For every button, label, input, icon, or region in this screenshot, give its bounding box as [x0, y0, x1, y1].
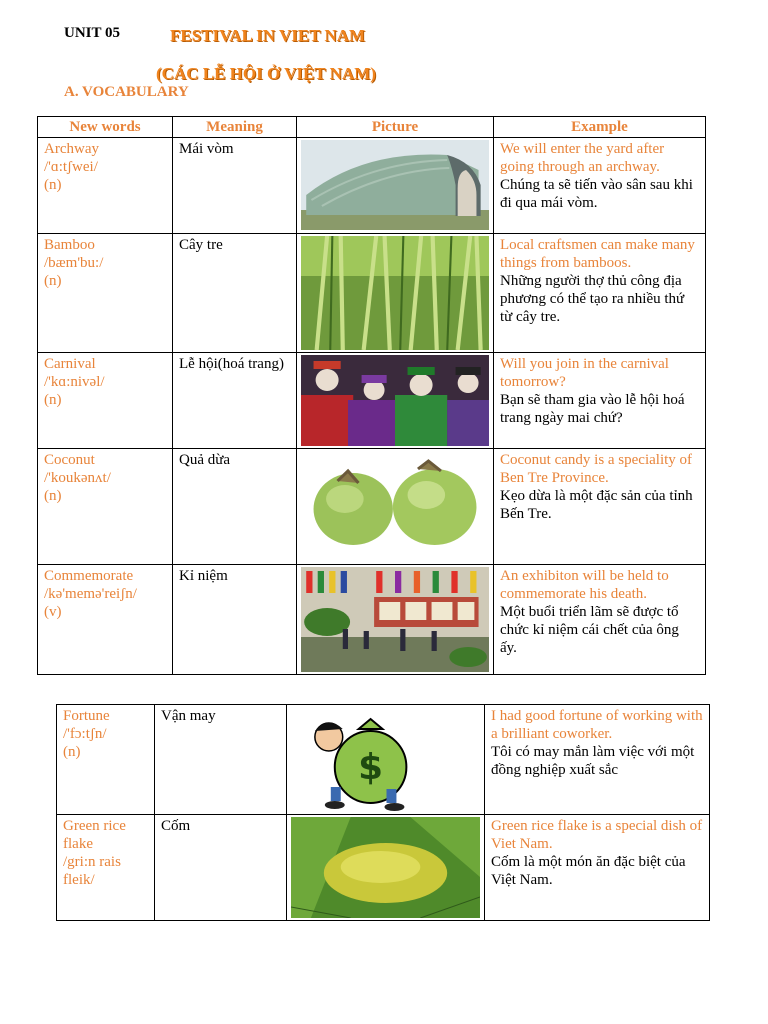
- example-english: We will enter the yard after going through an archway.: [500, 141, 665, 175]
- vocabulary-table: [37, 116, 706, 675]
- example-vietnamese: Một buổi triển lãm sẽ được tổ chức kỉ niệm cái chết của ông ấy.: [500, 604, 679, 656]
- part-of-speech: (n): [63, 744, 81, 760]
- example-cell: [485, 705, 710, 815]
- page-subtitle: (CÁC LỄ HỘI Ở VIỆT NAM): [156, 64, 376, 83]
- word-cell: [57, 705, 155, 815]
- table-header-row: [38, 117, 706, 138]
- part-of-speech: (n): [44, 488, 62, 504]
- column-header: New words: [38, 117, 173, 138]
- word: Commemorate: [44, 568, 134, 584]
- vocabulary-table-continued: [56, 704, 710, 921]
- example-english: Will you join in the carnival tomorrow?: [500, 356, 669, 390]
- example-vietnamese: Kẹo dừa là một đặc sản của tỉnh Bến Tre.: [500, 488, 693, 522]
- pronunciation: /gri:n rais fleik/: [63, 854, 121, 888]
- example-vietnamese: Cốm là một món ăn đặc biệt của Việt Nam.: [491, 854, 686, 888]
- example-cell: [494, 234, 706, 353]
- table-row: [38, 565, 706, 675]
- pronunciation: /'kɑ:nivəl/: [44, 374, 105, 390]
- pronunciation: /'koukənʌt/: [44, 470, 111, 486]
- picture-cell: [297, 353, 494, 449]
- word-cell: [38, 449, 173, 565]
- coconut-image: [301, 451, 489, 562]
- meaning-cell: Vận may: [155, 705, 287, 815]
- pronunciation: /kə'memə'reiʃn/: [44, 586, 137, 602]
- pronunciation: /'ɑ:tʃwei/: [44, 159, 98, 175]
- picture-cell: [297, 449, 494, 565]
- column-header: Picture: [297, 117, 494, 138]
- word: Bamboo: [44, 237, 95, 253]
- word-cell: [38, 138, 173, 234]
- meaning-cell: Cây tre: [173, 234, 297, 353]
- word: Fortune: [63, 708, 110, 724]
- word-cell: [38, 234, 173, 353]
- column-header: Meaning: [173, 117, 297, 138]
- example-vietnamese: Tôi có may mắn làm việc với một đồng nghiệp xuất sắc: [491, 744, 695, 778]
- example-cell: [485, 815, 710, 921]
- word: Coconut: [44, 452, 95, 468]
- table-row: [38, 234, 706, 353]
- example-cell: [494, 449, 706, 565]
- part-of-speech: (n): [44, 177, 62, 193]
- word-cell: [38, 353, 173, 449]
- exhibition-image: [301, 567, 489, 672]
- meaning-cell: Kỉ niệm: [173, 565, 297, 675]
- column-header: Example: [494, 117, 706, 138]
- picture-cell: [297, 565, 494, 675]
- table-row: [57, 705, 710, 815]
- example-cell: [494, 138, 706, 234]
- carnival-image: [301, 355, 489, 446]
- example-english: Local craftsmen can make many things from bamboos.: [500, 237, 695, 271]
- rice-flake-image: [291, 817, 480, 918]
- example-vietnamese: Chúng ta sẽ tiến vào sân sau khi đi qua mái vòm.: [500, 177, 693, 211]
- picture-cell: [297, 138, 494, 234]
- table-row: [38, 138, 706, 234]
- page-title: FESTIVAL IN VIET NAM: [170, 26, 366, 45]
- bamboo-image: [301, 236, 489, 350]
- meaning-cell: Quả dừa: [173, 449, 297, 565]
- unit-label: UNIT 05: [64, 25, 120, 41]
- example-vietnamese: Những người thợ thủ công địa phương có thể tạo ra nhiều thứ từ cây tre.: [500, 273, 685, 325]
- word: Archway: [44, 141, 99, 157]
- example-english: I had good fortune of working with a brilliant coworker.: [491, 708, 703, 742]
- meaning-cell: Mái vòm: [173, 138, 297, 234]
- picture-cell: [287, 815, 485, 921]
- example-vietnamese: Bạn sẽ tham gia vào lễ hội hoá trang ngày mai chứ?: [500, 392, 685, 426]
- example-cell: [494, 353, 706, 449]
- table-row: [38, 449, 706, 565]
- pronunciation: /bæm'bu:/: [44, 255, 104, 271]
- word-cell: [57, 815, 155, 921]
- meaning-cell: Lễ hội(hoá trang): [173, 353, 297, 449]
- word: Carnival: [44, 356, 96, 372]
- table-row: [38, 353, 706, 449]
- picture-cell: [287, 705, 485, 815]
- example-english: An exhibiton will be held to commemorate his death.: [500, 568, 669, 602]
- pronunciation: /'fɔ:tʃn/: [63, 726, 107, 742]
- part-of-speech: (n): [44, 392, 62, 408]
- word-cell: [38, 565, 173, 675]
- example-english: Green rice flake is a special dish of Viet Nam.: [491, 818, 703, 852]
- part-of-speech: (v): [44, 604, 62, 620]
- meaning-cell: Cốm: [155, 815, 287, 921]
- word: Green rice flake: [63, 818, 126, 852]
- svg-text:$: $: [358, 746, 384, 789]
- example-english: Coconut candy is a speciality of Ben Tre Province.: [500, 452, 693, 486]
- example-cell: [494, 565, 706, 675]
- picture-cell: [297, 234, 494, 353]
- part-of-speech: (n): [44, 273, 62, 289]
- section-heading: A. VOCABULARY: [64, 84, 189, 100]
- table-row: [57, 815, 710, 921]
- money-bag-image: [291, 707, 480, 812]
- archway-image: [301, 140, 489, 230]
